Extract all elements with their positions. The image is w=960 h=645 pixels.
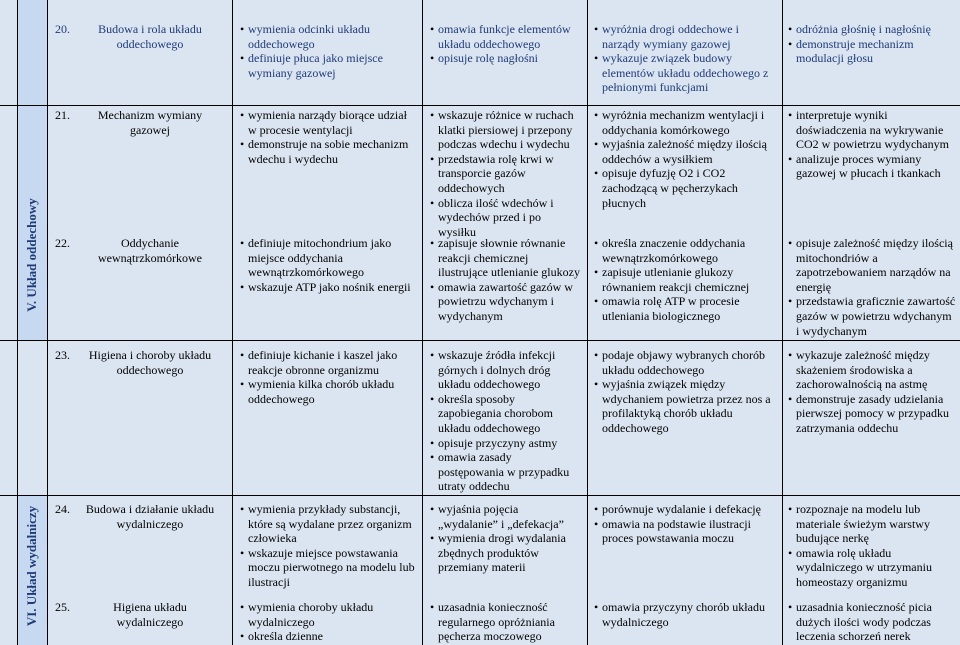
requirements-list xyxy=(240,22,415,80)
grid-vline xyxy=(422,0,423,645)
requirements-list xyxy=(788,348,956,436)
grid-hline xyxy=(0,105,960,106)
requirements-list xyxy=(594,236,774,324)
lesson-topic: Mechanizm wymiany gazowej xyxy=(97,108,203,137)
requirements-list xyxy=(430,236,580,324)
requirements-list xyxy=(240,600,415,644)
grid-vline xyxy=(587,0,588,645)
requirement-item: • wymienia narządy biorące udział w procesie wentylacji xyxy=(240,108,415,137)
requirements-list xyxy=(788,600,956,644)
requirement-item: • omawia funkcje elementów układu oddechowego xyxy=(430,22,580,51)
requirement-item: • wykazuje zależność między skażeniem środowiska a zachorowalnością na astmę xyxy=(788,348,956,392)
requirement-item: • omawia rolę ATP w procesie utleniania biologicznego xyxy=(594,294,774,323)
requirements-list xyxy=(594,348,774,436)
requirement-item: • wykazuje związek budowy elementów układu oddechowego z pełnionymi funkcjami xyxy=(594,51,774,95)
requirement-item: • oblicza ilość wdechów i wydechów przed i po wysiłku xyxy=(430,196,580,240)
requirements-list xyxy=(240,502,415,590)
grid-vline xyxy=(47,0,48,645)
requirement-item: • zapisuje słownie równanie reakcji chemicznej ilustrujące utlenianie glukozy xyxy=(430,236,580,280)
requirement-item: • wskazuje źródła infekcji górnych i dolnych dróg układu oddechowego xyxy=(430,348,580,392)
requirement-item: • uzasadnia konieczność picia dużych ilości wody podczas leczenia schorzeń nerek xyxy=(788,600,956,644)
requirement-item: • wyjaśnia zależność między ilością oddechów a wysiłkiem xyxy=(594,137,774,166)
lesson-number: 21. xyxy=(55,108,70,122)
requirement-item: • określa znaczenie oddychania wewnątrzkomórkowego xyxy=(594,236,774,265)
requirements-cell xyxy=(430,348,580,494)
requirement-item: • wskazuje różnice w ruchach klatki piersiowej i przepony podczas wdechu i wydechu xyxy=(430,108,580,152)
requirements-cell xyxy=(788,600,956,644)
requirements-cell xyxy=(430,502,580,575)
requirements-cell xyxy=(430,108,580,239)
lesson-number: 20. xyxy=(55,22,70,36)
requirements-cell xyxy=(788,348,956,436)
requirement-item: • opisuje dyfuzję O2 i CO2 zachodzącą w pęcherzykach płucnych xyxy=(594,166,774,210)
requirements-cell xyxy=(240,502,415,590)
requirement-item: • wyróżnia drogi oddechowe i narządy wymiany gazowej xyxy=(594,22,774,51)
requirements-list xyxy=(430,502,580,575)
requirements-cell xyxy=(240,600,415,644)
requirement-item: • uzasadnia konieczność regularnego opróżniania pęcherza moczowego xyxy=(430,600,580,644)
grid-hline xyxy=(0,340,960,341)
requirement-item: • odróżnia głośnię i nagłośnię xyxy=(788,22,956,37)
grid-vline xyxy=(782,0,783,645)
requirement-item: • porównuje wydalanie i defekację xyxy=(594,502,774,517)
lesson-topic: Budowa i działanie układu wydalniczego xyxy=(85,502,215,531)
requirement-item: • zapisuje utlenianie glukozy równaniem reakcji chemicznej xyxy=(594,265,774,294)
requirement-item: • podaje objawy wybranych chorób układu oddechowego xyxy=(594,348,774,377)
requirement-item: • definiuje kichanie i kaszel jako reakcje obronne organizmu xyxy=(240,348,415,377)
grid-vline xyxy=(232,0,233,645)
requirements-list xyxy=(788,236,956,338)
requirement-item: • interpretuje wyniki doświadczenia na wykrywanie CO2 w powietrzu wydychanym xyxy=(788,108,956,152)
requirement-item: • wyjaśnia związek między wdychaniem powietrza przez nos a profilaktyką chorób układu oddechowego xyxy=(594,377,774,435)
requirement-item: • wskazuje ATP jako nośnik energii xyxy=(240,280,415,295)
requirements-cell xyxy=(788,502,956,590)
requirement-item: • omawia na podstawie ilustracji proces powstawania moczu xyxy=(594,517,774,546)
requirements-cell xyxy=(240,348,415,406)
requirements-cell xyxy=(594,502,774,546)
requirements-list xyxy=(594,600,774,629)
requirements-list xyxy=(430,22,580,66)
requirements-list xyxy=(240,348,415,406)
requirement-item: • opisuje przyczyny astmy xyxy=(430,436,580,451)
requirement-item: • definiuje płuca jako miejsce wymiany gazowej xyxy=(240,51,415,80)
lesson-topic: Higiena układu wydalniczego xyxy=(113,600,187,629)
requirements-cell xyxy=(594,22,774,95)
requirements-list xyxy=(430,348,580,494)
grid-vline xyxy=(17,0,18,645)
requirement-item: • demonstruje na sobie mechanizm wdechu i wydechu xyxy=(240,137,415,166)
lesson-number: 24. xyxy=(55,502,70,516)
requirements-list xyxy=(788,502,956,590)
requirements-cell xyxy=(594,348,774,436)
lesson-number: 22. xyxy=(55,236,70,250)
requirements-cell xyxy=(430,236,580,324)
requirement-item: • opisuje zależność między ilością mitochondriów a zapotrzebowaniem narządów na energię xyxy=(788,236,956,294)
requirements-list xyxy=(594,108,774,210)
requirement-item: • omawia zawartość gazów w powietrzu wdychanym i wydychanym xyxy=(430,280,580,324)
requirements-cell xyxy=(240,236,415,294)
requirement-item: • demonstruje zasady udzielania pierwszej pomocy w przypadku zatrzymania oddechu xyxy=(788,392,956,436)
lesson-number: 25. xyxy=(55,600,70,614)
requirement-item: • wymienia odcinki układu oddechowego xyxy=(240,22,415,51)
lesson-topic: Budowa i rola układu oddechowego xyxy=(98,22,202,51)
requirements-cell xyxy=(788,22,956,66)
requirement-item: • wymienia drogi wydalania zbędnych produktów przemiany materii xyxy=(430,531,580,575)
requirements-list xyxy=(430,108,580,239)
requirement-item: • wyróżnia mechanizm wentylacji i oddychania komórkowego xyxy=(594,108,774,137)
lesson-topic: Oddychanie wewnątrzkomórkowe xyxy=(98,236,202,265)
requirements-list xyxy=(788,108,956,181)
requirement-item: • przedstawia rolę krwi w transporcie gazów oddechowych xyxy=(430,152,580,196)
requirements-cell xyxy=(594,236,774,324)
requirements-list xyxy=(240,108,415,166)
requirements-list xyxy=(788,22,956,66)
requirement-item: • demonstruje mechanizm modulacji głosu xyxy=(788,37,956,66)
requirements-list xyxy=(594,22,774,95)
requirements-cell xyxy=(788,108,956,181)
grid-hline xyxy=(0,495,960,496)
requirements-cell xyxy=(430,600,580,644)
requirement-item: • przedstawia graficznie zawartość gazów w powietrzu wdychanym i wydychanym xyxy=(788,294,956,338)
requirement-item: • wymienia choroby układu wydalniczego xyxy=(240,600,415,629)
requirements-cell xyxy=(594,600,774,629)
requirements-list xyxy=(240,236,415,294)
lesson-topic: Higiena i choroby układu oddechowego xyxy=(88,348,212,377)
requirement-item: • wskazuje miejsce powstawania moczu pierwotnego na modelu lub ilustracji xyxy=(240,546,415,590)
requirement-item: • analizuje proces wymiany gazowej w płucach i tkankach xyxy=(788,152,956,181)
requirement-item: • opisuje rolę nagłośni xyxy=(430,51,580,66)
requirement-item: • określa dzienne xyxy=(240,629,415,644)
requirements-cell xyxy=(594,108,774,210)
requirements-cell xyxy=(788,236,956,338)
requirements-cell xyxy=(430,22,580,66)
requirement-item: • definiuje mitochondrium jako miejsce oddychania wewnątrzkomórkowego xyxy=(240,236,415,280)
requirements-list xyxy=(594,502,774,546)
section-label-v: V. Układ oddechowy xyxy=(24,198,39,312)
requirement-item: • wyjaśnia pojęcia „wydalanie” i „defekacja” xyxy=(430,502,580,531)
lesson-number: 23. xyxy=(55,348,70,362)
section-label-vi: VI. Układ wydalniczy xyxy=(24,505,39,627)
requirements-cell xyxy=(240,22,415,80)
requirement-item: • wymienia przykłady substancji, które są wydalane przez organizm człowieka xyxy=(240,502,415,546)
requirement-item: • rozpoznaje na modelu lub materiale świeżym warstwy budujące nerkę xyxy=(788,502,956,546)
requirement-item: • określa sposoby zapobiegania chorobom układu oddechowego xyxy=(430,392,580,436)
requirement-item: • omawia rolę układu wydalniczego w utrzymaniu homeostazy organizmu xyxy=(788,546,956,590)
requirement-item: • wymienia kilka chorób układu oddechowego xyxy=(240,377,415,406)
requirements-cell xyxy=(240,108,415,166)
requirement-item: • omawia zasady postępowania w przypadku utraty oddechu xyxy=(430,450,580,494)
requirements-list xyxy=(430,600,580,644)
requirement-item: • omawia przyczyny chorób układu wydalniczego xyxy=(594,600,774,629)
